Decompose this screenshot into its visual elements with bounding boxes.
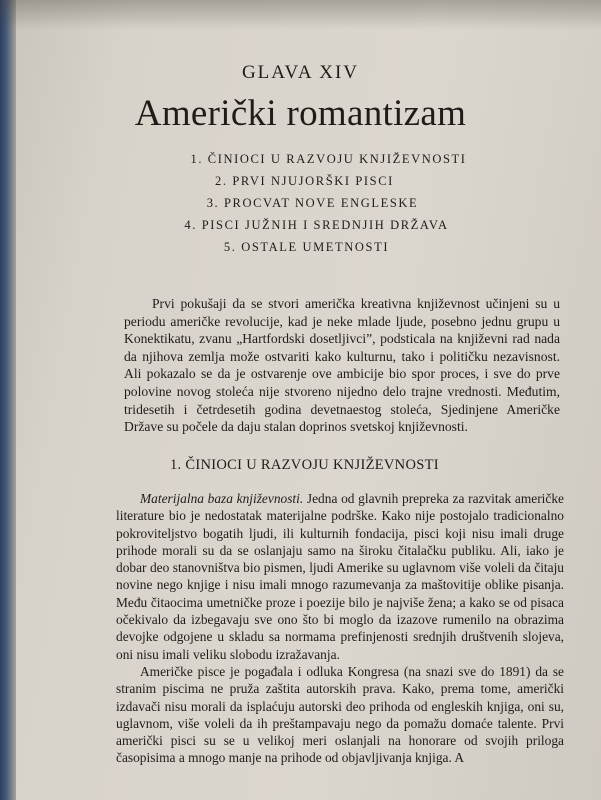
contents-item: 1. ČINIOCI U RAZVOJU KNJIŽEVNOSTI: [190, 152, 467, 166]
chapter-number: GLAVA XIV: [241, 62, 360, 83]
body-paragraph: [116, 490, 564, 663]
paragraph-text: Jedna od glavnih prepreka za razvitak američke literature bio je nedostatak materijalne podrške. Kako nije postojalo tradicionalno pokroviteljstvo bogatih ljudi, ili kulturnih fondacija, pisci koji nisu imali druge prihode morali su da se oslanjaju samo na široku čitalačku publiku. Ali, iako je dobar deo stanovništva bio pismen, ljudi Amerike su uglavnom više voleli da čitaju novine nego knjige i nisu imali mnogo razumevanja za maštovitije oblike pisanja. Među čitaocima umetničke proze i poezije bilo je najviše žena; a kako se od pisaca očekivalo da izbegavaju sve ono što bi moglo da izazove rumenilo na obrazima devojke odgojene u skladu sa normama prefinjenosti srednjih društvenih slojeva, oni nisu imali veliku slobodu izražavanja.: [116, 491, 564, 662]
intro-paragraph: Prvi pokušaji da se stvori američka kreativna književnost učinjeni su u periodu američke revolucije, kad je neke mlade ljude, posebno jednu grupu u Konektikatu, zvanu „Hartfordski dosetljivci”, podsticala na književni rad nada da njihova zemlja može ostvariti kako kulturnu, tako i političku nezavisnost. Ali pokazalo se da je ostvarenje ove ambicije bio spor proces, i sve do prve polovine novog stoleća nije stvoreno nijedno delo trajne vrednosti. Međutim, tridesetih i četrdesetih godina devetnaestog stoleća, Sjedinjene Američke Države su počele da daju stalan doprinos svetskoj književnosti.: [124, 296, 560, 435]
chapter-contents: [0, 148, 601, 258]
section-heading: 1. ČINIOCI U RAZVOJU KNJIŽEVNOSTI: [170, 457, 439, 473]
contents-item: 5. OSTALE UMETNOSTI: [223, 240, 390, 254]
contents-item: 2. PRVI NJUJORŠKI PISCI: [215, 174, 394, 188]
contents-item: 4. PISCI JUŽNIH I SREDNJIH DRŽAVA: [184, 218, 449, 232]
paragraph-lead: Materijalna baza književnosti.: [140, 491, 304, 506]
contents-item: 3. PROCVAT NOVE ENGLESKE: [206, 196, 419, 210]
body-text: [116, 490, 564, 767]
intro-text: [124, 295, 560, 436]
chapter-title: Američki romantizam: [134, 93, 467, 134]
body-paragraph: Američke pisce je pogađala i odluka Kongresa (na snazi sve do 1891) da se stranim piscima ne pruža zaštita autorskih prava. Kako, prema tome, američki izdavači nisu morali da isplaćuju autorski deo prihoda od engleskih knjiga, oni su, uglavnom, više voleli da ih preštampavaju nego da pomažu domaće talente. Prvi američki pisci su se u velikoj meri oslanjali na honorare od svojih priloga časopisima a mnogo manje na prihode od objavljivanja knjiga. A: [116, 663, 564, 766]
